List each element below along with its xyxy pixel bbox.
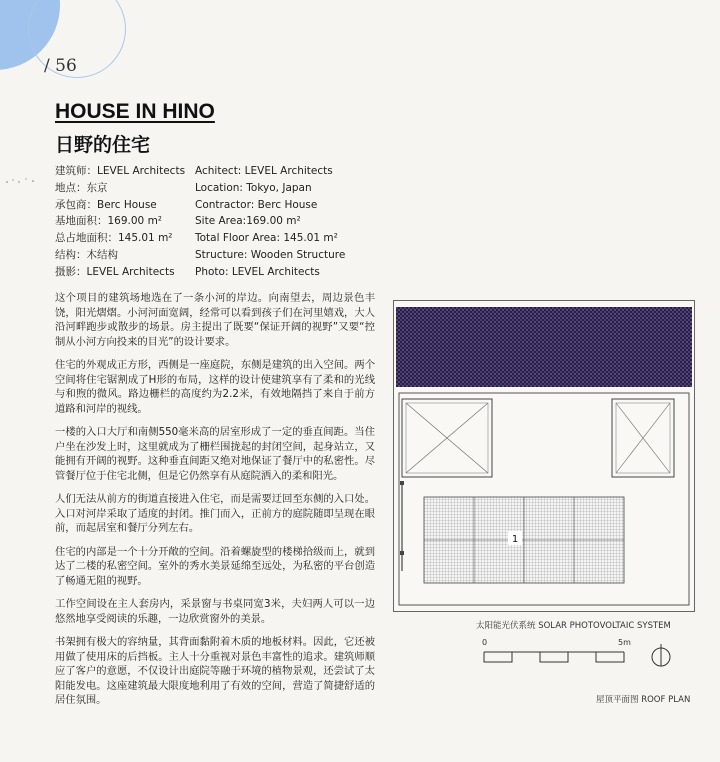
north-arrow-icon (650, 643, 672, 669)
paragraph: 住宅的内部是一个十分开敞的空间。沿着螺旋型的楼梯拾级而上，就到达了二楼的私密空间。室外的秀水美景延绵至远处，为私密的平台创造了畅通无阻的视野。 (55, 545, 375, 587)
spec-row (55, 213, 345, 230)
page-title-chinese: 日野的住宅 (55, 134, 151, 156)
paragraph: 人们无法从前方的街道直接进入住宅，而是需要迂回至东侧的入口处。入口对河岸采取了适度的封闭。推门而入，正前方的庭院随即呈现在眼前，而起居室和餐厅分列左右。 (55, 493, 375, 534)
page-title-english: HOUSE IN HINO (55, 100, 215, 123)
article-body (55, 291, 375, 717)
spec-row (55, 180, 345, 197)
solar-panel-array (396, 307, 692, 387)
spec-en: Achitect: LEVEL Architects (195, 165, 333, 177)
scale-start-label: 0 (482, 638, 488, 647)
paragraph: 住宅的外观成正方形，西侧是一座庭院，东侧是建筑的出入空间。两个空间将住宅锯割成了H形的布局，这样的设计使建筑享有了柔和的光线与和煦的微风。路边栅栏的高度约为2.2米，有效地隔挡了来自于前方道路和河岸的视线。 (55, 359, 375, 415)
spec-cn: 总占地面积：145.01 m² (55, 232, 173, 245)
spec-en: Site Area:169.00 m² (195, 215, 301, 228)
paragraph: 工作空间设在主人套房内，采景窗与书桌同宽3米，夫妇两人可以一边悠然地享受阅读的乐趣，一边欣赏窗外的美景。 (55, 598, 375, 625)
spec-cn: 结构：木结构 (55, 248, 118, 261)
spec-cn: 承包商：Berc House (55, 198, 157, 211)
spec-row (55, 230, 345, 247)
decorative-ring (28, 0, 126, 78)
roof-plan-drawing (393, 300, 695, 612)
courtyard-void-left (402, 399, 492, 477)
paragraph: 书架拥有极大的容纳量，其背面黏附着木质的地板材料。因此，它还被用做了使用床的后挡板。主人十分重视对景色丰富性的追求。建筑师顺应了客户的意愿，不仅设计出庭院等融于环境的植物景观，还尝试了太阳能发电。这座建筑最大限度地利用了有效的空间，营造了简捷舒适的居住氛围。 (55, 636, 375, 706)
decorative-dots (4, 176, 44, 186)
paragraph: 一楼的入口大厅和南侧550毫米高的居室形成了一定的垂直间距。当住户坐在沙发上时，这里就成为了栅栏围拢起的封闭空间，起身站立，又能拥有开阔的视野。这种垂直间距又绝对地保证了餐厅中的私密性。尽管餐厅位于住宅北侧，但是它仍然享有从庭院洒入的柔和阳光。 (55, 426, 375, 482)
scale-ruler (480, 646, 630, 670)
roof-plan-caption: 屋顶平面图 ROOF PLAN (596, 695, 691, 705)
fence-post (400, 481, 404, 485)
spec-en: Structure: Wooden Structure (195, 248, 346, 261)
spec-cn: 地点：东京 (55, 181, 108, 194)
page-number-value: 56 (55, 56, 77, 76)
page-number: / 56 (44, 56, 77, 76)
spec-en: Photo: LEVEL Architects (195, 265, 320, 278)
spec-row (55, 247, 345, 264)
project-specs (55, 163, 345, 281)
spec-cn: 基地面积：169.00 m² (55, 215, 163, 228)
entrance-void-right (612, 399, 674, 477)
spec-cn: 建筑师：LEVEL Architects (55, 165, 186, 177)
roof-plan-svg (394, 301, 694, 611)
spec-cn: 摄影：LEVEL Architects (55, 265, 175, 278)
spec-row (55, 197, 345, 214)
spec-row (55, 163, 345, 180)
solar-system-caption: 太阳能光伏系统 SOLAR PHOTOVOLTAIC SYSTEM (476, 621, 671, 631)
spec-en: Location: Tokyo, Japan (195, 181, 312, 194)
spec-en: Total Floor Area: 145.01 m² (195, 232, 338, 245)
fence-post (400, 551, 404, 555)
spec-row (55, 264, 345, 281)
room-number-label: 1 (511, 534, 519, 545)
scale-end-label: 5m (618, 638, 631, 647)
paragraph: 这个项目的建筑场地选在了一条小河的岸边。向南望去，周边景色丰饶，阳光熠熠。小河河面宽阔，经常可以看到孩子们在河里嬉戏，大人沿河畔跑步或散步的场景。房主提出了既要“保证开阔的视野”又要“控制从小河方向投来的目光”的设计要求。 (55, 292, 375, 348)
spec-en: Contractor: Berc House (195, 198, 318, 211)
scale-bar (480, 638, 630, 668)
